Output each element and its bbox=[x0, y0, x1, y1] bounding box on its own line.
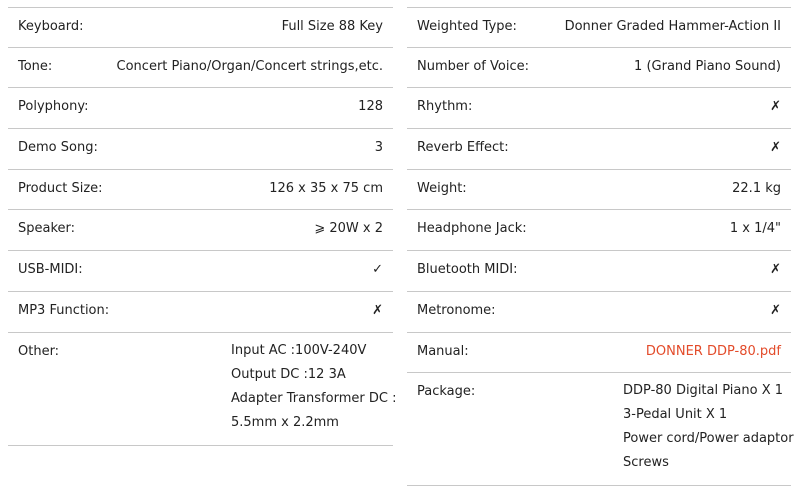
spec-row-metronome bbox=[407, 292, 791, 333]
spec-row-other bbox=[8, 333, 397, 446]
spec-label: Reverb Effect: bbox=[417, 140, 509, 156]
spec-row-reverb-effect bbox=[407, 129, 791, 170]
spec-label: Bluetooth MIDI: bbox=[417, 262, 518, 278]
spec-value-line: 5.5mm x 2.2mm bbox=[231, 414, 339, 430]
spec-value: ⩾ 20W x 2 bbox=[314, 221, 383, 237]
spec-label: Rhythm: bbox=[417, 99, 473, 115]
spec-value-line: 3-Pedal Unit X 1 bbox=[623, 407, 728, 423]
spec-row-headphone-jack bbox=[407, 210, 791, 251]
spec-label: Polyphony: bbox=[18, 99, 89, 115]
spec-row-rhythm bbox=[407, 88, 791, 129]
spec-label: Other: bbox=[18, 343, 60, 359]
cross-icon: ✗ bbox=[770, 99, 781, 115]
spec-value: 1 (Grand Piano Sound) bbox=[634, 58, 781, 74]
check-icon: ✓ bbox=[372, 262, 383, 278]
spec-label: Package: bbox=[417, 384, 476, 400]
spec-value-line: Adapter Transformer DC : bbox=[231, 390, 397, 406]
spec-label: Tone: bbox=[18, 58, 53, 74]
cross-icon: ✗ bbox=[372, 302, 383, 318]
spec-label: Weight: bbox=[417, 180, 467, 196]
spec-row-tone bbox=[8, 48, 393, 89]
spec-value: 3 bbox=[374, 140, 383, 156]
spec-row-weighted-type bbox=[407, 7, 791, 48]
spec-value-line: Input AC :100V-240V bbox=[231, 342, 367, 358]
spec-label: Headphone Jack: bbox=[417, 221, 527, 237]
spec-label: Keyboard: bbox=[18, 19, 84, 34]
spec-value: Concert Piano/Organ/Concert strings,etc. bbox=[116, 58, 383, 74]
spec-value-line: Power cord/Power adaptor bbox=[623, 431, 794, 447]
spec-label: Metronome: bbox=[417, 302, 496, 318]
spec-label: USB-MIDI: bbox=[18, 262, 83, 278]
spec-value: Donner Graded Hammer-Action II bbox=[564, 19, 781, 34]
spec-row-package bbox=[407, 373, 794, 486]
spec-label: Manual: bbox=[417, 343, 469, 359]
spec-row-number-of-voice bbox=[407, 48, 791, 89]
spec-label: MP3 Function: bbox=[18, 302, 110, 318]
spec-row-speaker bbox=[8, 210, 393, 251]
spec-value: 1 x 1/4" bbox=[729, 221, 781, 237]
spec-column-left bbox=[8, 7, 397, 446]
spec-row-manual bbox=[407, 333, 791, 374]
spec-row-usb-midi bbox=[8, 251, 393, 292]
cross-icon: ✗ bbox=[770, 302, 781, 318]
spec-label: Demo Song: bbox=[18, 140, 98, 156]
spec-value: Full Size 88 Key bbox=[281, 19, 383, 34]
spec-value: 128 bbox=[358, 99, 383, 115]
spec-value-list bbox=[231, 339, 397, 435]
spec-row-mp3-function bbox=[8, 292, 393, 333]
cross-icon: ✗ bbox=[770, 262, 781, 278]
spec-value-line: Output DC :12 3A bbox=[231, 366, 346, 382]
spec-value: 22.1 kg bbox=[732, 180, 781, 196]
spec-value-list bbox=[623, 379, 794, 475]
spec-value-line: DDP-80 Digital Piano X 1 bbox=[623, 383, 783, 399]
spec-value: 126 x 35 x 75 cm bbox=[269, 180, 383, 196]
spec-label: Speaker: bbox=[18, 221, 76, 237]
spec-label: Weighted Type: bbox=[417, 19, 517, 34]
manual-pdf-link[interactable]: DONNER DDP-80.pdf bbox=[645, 343, 781, 359]
spec-value-line: Screws bbox=[623, 455, 669, 471]
spec-row-bluetooth-midi bbox=[407, 251, 791, 292]
spec-row-polyphony bbox=[8, 88, 393, 129]
cross-icon: ✗ bbox=[770, 140, 781, 156]
spec-row-demo-song bbox=[8, 129, 393, 170]
spec-row-product-size bbox=[8, 170, 393, 211]
spec-label: Number of Voice: bbox=[417, 58, 529, 74]
spec-column-right bbox=[407, 7, 794, 486]
spec-row-keyboard bbox=[8, 7, 393, 48]
spec-row-weight bbox=[407, 170, 791, 211]
spec-label: Product Size: bbox=[18, 180, 103, 196]
